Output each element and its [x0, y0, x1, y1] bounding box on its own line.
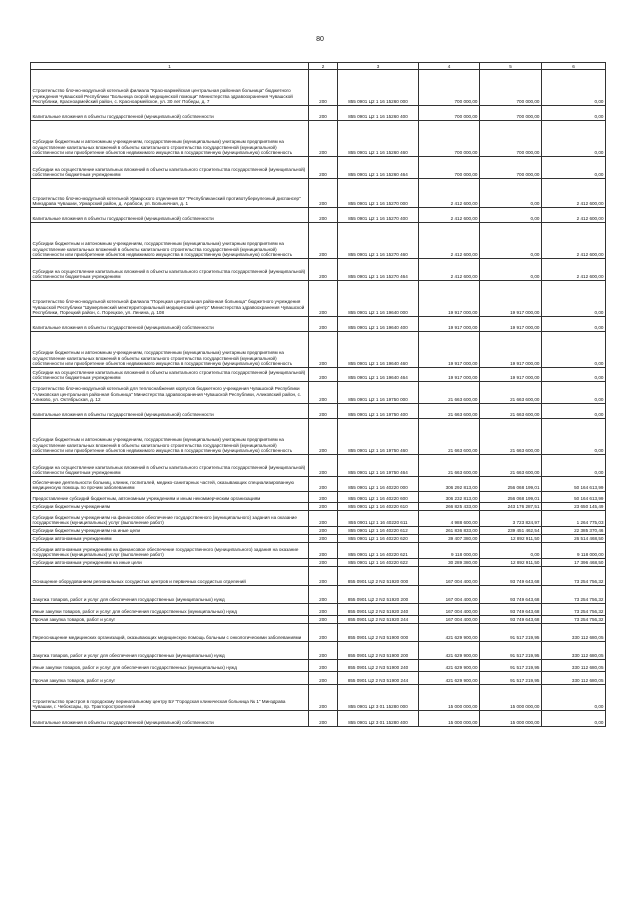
row-amount-plan-cell: 15 000 000,00	[419, 711, 480, 727]
table-row	[31, 559, 606, 567]
table-row	[31, 281, 606, 317]
row-amount-executed-cell: 91 517 219,95	[480, 624, 542, 642]
row-amount-remaining-cell: 0,00	[542, 121, 606, 157]
row-name-cell: Переоснащение медицинских организаций, оказывающих медицинскую помощь больным с онкологическими заболеваниями	[31, 624, 309, 642]
row-code-cell: 200	[309, 106, 338, 121]
row-amount-executed-cell: 21 663 600,00	[480, 382, 542, 404]
row-amount-plan-cell: 39 407 380,00	[419, 535, 480, 543]
row-amount-executed-cell: 0,00	[480, 208, 542, 223]
row-code-cell: 200	[309, 711, 338, 727]
row-amount-remaining-cell: 0,00	[542, 404, 606, 419]
row-code-cell: 200	[309, 503, 338, 511]
row-amount-remaining-cell: 0,00	[542, 70, 606, 106]
row-classification-code-cell: 855 0901 Ц2 1 16 19640 400	[338, 317, 419, 332]
row-amount-plan-cell: 167 004 400,00	[419, 567, 480, 586]
row-classification-code-cell: 855 0901 Ц2 1 16 15270 460	[338, 223, 419, 259]
row-name-cell: Субсидии автономным учреждениям на иные цели	[31, 559, 309, 567]
row-amount-plan-cell: 19 917 000,00	[419, 281, 480, 317]
row-amount-executed-cell: 15 000 000,00	[480, 711, 542, 727]
row-amount-executed-cell: 93 749 643,68	[480, 604, 542, 616]
row-amount-remaining-cell: 0,00	[542, 685, 606, 711]
row-classification-code-cell: 855 0901 Ц2 3 01 15280 000	[338, 685, 419, 711]
table-row	[31, 660, 606, 672]
row-amount-plan-cell: 19 917 000,00	[419, 317, 480, 332]
row-amount-executed-cell: 93 749 643,68	[480, 567, 542, 586]
row-amount-plan-cell: 2 412 600,00	[419, 179, 480, 208]
row-classification-code-cell: 855 0901 Ц2 1 16 40220 612	[338, 527, 419, 535]
row-amount-remaining-cell: 330 112 680,05	[542, 642, 606, 660]
column-header: 4	[419, 63, 480, 70]
table-row	[31, 382, 606, 404]
row-amount-executed-cell: 19 917 000,00	[480, 368, 542, 382]
row-amount-remaining-cell: 2 412 600,00	[542, 208, 606, 223]
table-row	[31, 604, 606, 616]
row-amount-plan-cell: 261 836 833,00	[419, 527, 480, 535]
row-code-cell: 200	[309, 157, 338, 179]
row-classification-code-cell: 855 0901 Ц2 1 16 19750 000	[338, 382, 419, 404]
row-name-cell: Строительство пристроя в городскому перинатальному центру БУ "Городская клиническая больница № 1" Минздрава Чувашии, г. Чебоксары, пр. Тракторостроителей	[31, 685, 309, 711]
row-code-cell: 200	[309, 223, 338, 259]
row-amount-remaining-cell: 9 118 000,00	[542, 543, 606, 559]
row-classification-code-cell: 855 0901 Ц2 1 16 15270 000	[338, 179, 419, 208]
row-amount-executed-cell: 700 000,00	[480, 121, 542, 157]
row-amount-plan-cell: 4 988 600,00	[419, 511, 480, 527]
row-code-cell: 200	[309, 317, 338, 332]
row-classification-code-cell: 855 0901 Ц2 2 N2 51920 000	[338, 567, 419, 586]
column-header: 2	[309, 63, 338, 70]
row-name-cell: Обеспечение деятельности больниц, клиник, госпиталей, медико-санитарных частей, оказывающих специализированную медицинскую помощь по прочим заболеваниям	[31, 477, 309, 492]
table-row	[31, 332, 606, 368]
row-code-cell: 200	[309, 477, 338, 492]
row-amount-plan-cell: 2 412 600,00	[419, 259, 480, 281]
row-classification-code-cell: 855 0901 Ц2 1 16 15260 460	[338, 121, 419, 157]
row-name-cell: Субсидии бюджетным учреждениям на иные цели	[31, 527, 309, 535]
table-row	[31, 121, 606, 157]
row-amount-plan-cell: 306 232 813,00	[419, 492, 480, 503]
budget-table	[30, 62, 606, 727]
row-amount-plan-cell: 306 292 813,00	[419, 477, 480, 492]
row-classification-code-cell: 855 0901 Ц2 2 N3 51900 244	[338, 672, 419, 685]
row-amount-executed-cell: 19 917 000,00	[480, 317, 542, 332]
row-name-cell: Предоставление субсидий бюджетным, автономным учреждениям и иным некоммерческим организациям	[31, 492, 309, 503]
row-amount-remaining-cell: 330 112 680,05	[542, 672, 606, 685]
row-amount-executed-cell: 0,00	[480, 259, 542, 281]
row-classification-code-cell: 855 0901 Ц2 1 16 40220 611	[338, 511, 419, 527]
row-amount-remaining-cell: 0,00	[542, 332, 606, 368]
table-row	[31, 368, 606, 382]
row-amount-executed-cell: 19 917 000,00	[480, 332, 542, 368]
row-amount-plan-cell: 700 000,00	[419, 106, 480, 121]
table-row	[31, 711, 606, 727]
table-row	[31, 527, 606, 535]
row-amount-plan-cell: 421 629 900,00	[419, 672, 480, 685]
column-header: 5	[480, 63, 542, 70]
row-code-cell: 200	[309, 616, 338, 624]
row-amount-remaining-cell: 22 385 370,46	[542, 527, 606, 535]
table-row	[31, 404, 606, 419]
row-amount-remaining-cell: 73 254 756,32	[542, 604, 606, 616]
row-amount-executed-cell: 700 000,00	[480, 106, 542, 121]
row-classification-code-cell: 855 0901 Ц2 1 16 19640 464	[338, 368, 419, 382]
table-row	[31, 503, 606, 511]
row-code-cell: 200	[309, 604, 338, 616]
table-row	[31, 477, 606, 492]
table-row	[31, 317, 606, 332]
row-amount-remaining-cell: 2 412 600,00	[542, 259, 606, 281]
row-name-cell: Субсидии на осуществление капитальных вложений в объекты капитального строительства государственной (муниципальной) собственности бюджетным учреждениям	[31, 455, 309, 477]
row-amount-executed-cell: 12 892 911,50	[480, 559, 542, 567]
row-amount-executed-cell: 21 663 600,00	[480, 419, 542, 455]
row-amount-plan-cell: 266 825 433,00	[419, 503, 480, 511]
row-classification-code-cell: 855 0901 Ц2 1 16 15260 400	[338, 106, 419, 121]
table-row	[31, 567, 606, 586]
row-classification-code-cell: 855 0901 Ц2 2 N2 51920 200	[338, 586, 419, 604]
row-classification-code-cell: 855 0901 Ц2 2 N3 51900 000	[338, 624, 419, 642]
row-amount-plan-cell: 30 289 380,00	[419, 559, 480, 567]
row-code-cell: 200	[309, 70, 338, 106]
row-amount-remaining-cell: 50 164 613,99	[542, 492, 606, 503]
row-amount-remaining-cell: 73 254 756,32	[542, 586, 606, 604]
table-row	[31, 223, 606, 259]
row-amount-remaining-cell: 0,00	[542, 281, 606, 317]
column-header: 1	[31, 63, 309, 70]
row-amount-executed-cell: 19 917 000,00	[480, 281, 542, 317]
row-amount-remaining-cell: 0,00	[542, 106, 606, 121]
row-amount-plan-cell: 2 412 600,00	[419, 208, 480, 223]
row-amount-remaining-cell: 23 650 145,49	[542, 503, 606, 511]
column-header: 3	[338, 63, 419, 70]
row-name-cell: Иные закупки товаров, работ и услуг для обеспечения государственных (муниципальных) нужд	[31, 604, 309, 616]
row-code-cell: 200	[309, 208, 338, 223]
table-row	[31, 492, 606, 503]
row-code-cell: 200	[309, 567, 338, 586]
row-name-cell: Субсидии бюджетным и автономным учреждениям, государственным (муниципальным) унитарным предприятиям на осуществление капитальных вложений в объекты капитального строительства государственной (муниципальной) собственности или приобретение объектов недвижимого имущества в государственную (муниципальную) собственность	[31, 419, 309, 455]
row-amount-plan-cell: 19 917 000,00	[419, 332, 480, 368]
row-amount-remaining-cell: 0,00	[542, 317, 606, 332]
row-amount-plan-cell: 2 412 600,00	[419, 223, 480, 259]
row-amount-executed-cell: 243 176 287,51	[480, 503, 542, 511]
row-code-cell: 200	[309, 672, 338, 685]
row-name-cell: Строительство блочно-модульной котельной для теплоснабжения корпусов бюджетного учреждения Чувашской Республики "Аликовская центральная районная больница" Министерства здравоохранения Чувашской Республики, Аликовский район, с. Аликово, ул. Октябрьская, д. 12	[31, 382, 309, 404]
row-amount-executed-cell: 21 663 600,00	[480, 404, 542, 419]
row-amount-executed-cell: 12 892 911,50	[480, 535, 542, 543]
row-code-cell: 200	[309, 492, 338, 503]
row-code-cell: 200	[309, 455, 338, 477]
row-name-cell: Субсидии бюджетным учреждениям на финансовое обеспечение государственного (муниципального) задания на оказание государственных (муниципальных) услуг (выполнение работ)	[31, 511, 309, 527]
row-name-cell: Закупка товаров, работ и услуг для обеспечения государственных (муниципальных) нужд	[31, 586, 309, 604]
row-code-cell: 200	[309, 281, 338, 317]
row-amount-remaining-cell: 0,00	[542, 368, 606, 382]
row-amount-executed-cell: 0,00	[480, 543, 542, 559]
row-name-cell: Субсидии бюджетным учреждениям	[31, 503, 309, 511]
table-row	[31, 616, 606, 624]
row-code-cell: 200	[309, 527, 338, 535]
row-amount-plan-cell: 15 000 000,00	[419, 685, 480, 711]
row-amount-remaining-cell: 1 264 775,03	[542, 511, 606, 527]
table-row	[31, 511, 606, 527]
row-classification-code-cell: 855 0901 Ц2 1 16 19640 000	[338, 281, 419, 317]
row-classification-code-cell: 855 0901 Ц2 1 16 40220 600	[338, 492, 419, 503]
row-classification-code-cell: 855 0901 Ц2 1 16 40220 622	[338, 559, 419, 567]
row-amount-plan-cell: 9 118 000,00	[419, 543, 480, 559]
table-row	[31, 106, 606, 121]
row-amount-remaining-cell: 73 254 756,32	[542, 567, 606, 586]
row-amount-remaining-cell: 26 514 468,50	[542, 535, 606, 543]
row-amount-executed-cell: 256 068 199,01	[480, 477, 542, 492]
row-amount-plan-cell: 167 004 400,00	[419, 586, 480, 604]
row-amount-executed-cell: 21 663 600,00	[480, 455, 542, 477]
row-classification-code-cell: 855 0901 Ц2 1 16 15260 464	[338, 157, 419, 179]
row-amount-executed-cell: 91 517 219,95	[480, 642, 542, 660]
row-code-cell: 200	[309, 624, 338, 642]
row-amount-plan-cell: 167 004 400,00	[419, 604, 480, 616]
row-amount-remaining-cell: 330 112 680,05	[542, 660, 606, 672]
row-code-cell: 200	[309, 685, 338, 711]
row-amount-remaining-cell: 0,00	[542, 419, 606, 455]
table-row	[31, 179, 606, 208]
row-classification-code-cell: 855 0901 Ц2 2 N3 51900 200	[338, 642, 419, 660]
row-classification-code-cell: 855 0901 Ц2 1 16 19750 464	[338, 455, 419, 477]
row-amount-remaining-cell: 50 164 613,99	[542, 477, 606, 492]
row-name-cell: Строительство блочно-модульной котельной филиала "Красноармейская центральная районная больница" бюджетного учреждения Чувашской Республики "Больница скорой медицинской помощи" Министерства здравоохранения Чувашской Республики, Красноармейский район, с. Красноармейское, ул. 30 лет Победы, д. 7	[31, 70, 309, 106]
table-row	[31, 624, 606, 642]
row-name-cell: Капитальные вложения в объекты государственной (муниципальной) собственности	[31, 106, 309, 121]
row-amount-executed-cell: 256 068 199,01	[480, 492, 542, 503]
row-classification-code-cell: 855 0901 Ц2 1 16 15270 400	[338, 208, 419, 223]
row-amount-remaining-cell: 2 412 600,00	[542, 179, 606, 208]
row-name-cell: Строительство блочно-модульной котельной Урмарского отделения БУ "Республиканский противотуберкулезный диспансер" Минздрава Чувашии, Урмарский район, д. Арабоси, ул. Больничная, д. 1	[31, 179, 309, 208]
row-name-cell: Прочая закупка товаров, работ и услуг	[31, 616, 309, 624]
row-code-cell: 200	[309, 259, 338, 281]
row-amount-executed-cell: 0,00	[480, 179, 542, 208]
row-code-cell: 200	[309, 535, 338, 543]
row-name-cell: Закупка товаров, работ и услуг для обеспечения государственных (муниципальных) нужд	[31, 642, 309, 660]
column-header: 6	[542, 63, 606, 70]
row-classification-code-cell: 855 0901 Ц2 2 N2 51920 240	[338, 604, 419, 616]
table-row	[31, 419, 606, 455]
row-amount-remaining-cell: 73 254 756,32	[542, 616, 606, 624]
row-name-cell: Субсидии автономным учреждениям на финансовое обеспечение государственного (муниципального) задания на оказание государственных (муниципальных) услуг (выполнение работ)	[31, 543, 309, 559]
row-classification-code-cell: 855 0901 Ц2 1 16 15270 464	[338, 259, 419, 281]
row-amount-remaining-cell: 0,00	[542, 455, 606, 477]
row-classification-code-cell: 855 0901 Ц2 1 16 19640 460	[338, 332, 419, 368]
row-name-cell: Капитальные вложения в объекты государственной (муниципальной) собственности	[31, 404, 309, 419]
table-body	[31, 70, 606, 727]
row-amount-executed-cell: 0,00	[480, 223, 542, 259]
row-amount-plan-cell: 21 663 600,00	[419, 382, 480, 404]
row-amount-remaining-cell: 0,00	[542, 157, 606, 179]
column-number-row	[31, 63, 606, 70]
table-row	[31, 208, 606, 223]
row-code-cell: 200	[309, 382, 338, 404]
row-amount-remaining-cell: 17 396 468,50	[542, 559, 606, 567]
row-amount-remaining-cell: 330 112 680,05	[542, 624, 606, 642]
row-classification-code-cell: 855 0901 Ц2 1 16 40220 621	[338, 543, 419, 559]
table-row	[31, 157, 606, 179]
row-classification-code-cell: 855 0901 Ц2 3 01 15280 400	[338, 711, 419, 727]
row-amount-executed-cell: 91 517 219,95	[480, 660, 542, 672]
row-amount-remaining-cell: 0,00	[542, 382, 606, 404]
table-row	[31, 455, 606, 477]
row-name-cell: Субсидии на осуществление капитальных вложений в объекты капитального строительства государственной (муниципальной) собственности бюджетным учреждениям	[31, 259, 309, 281]
table-row	[31, 685, 606, 711]
row-code-cell: 200	[309, 586, 338, 604]
row-amount-executed-cell: 93 749 643,68	[480, 586, 542, 604]
row-code-cell: 200	[309, 332, 338, 368]
page-number: 80	[316, 36, 324, 43]
table-row	[31, 543, 606, 559]
row-amount-plan-cell: 21 663 600,00	[419, 404, 480, 419]
row-name-cell: Иные закупки товаров, работ и услуг для обеспечения государственных (муниципальных) нужд	[31, 660, 309, 672]
row-name-cell: Субсидии на осуществление капитальных вложений в объекты капитального строительства государственной (муниципальной) собственности бюджетным учреждениям	[31, 368, 309, 382]
row-amount-plan-cell: 19 917 000,00	[419, 368, 480, 382]
row-amount-executed-cell: 700 000,00	[480, 157, 542, 179]
row-amount-plan-cell: 700 000,00	[419, 157, 480, 179]
row-classification-code-cell: 855 0901 Ц2 1 16 19750 400	[338, 404, 419, 419]
row-amount-remaining-cell: 0,00	[542, 711, 606, 727]
row-name-cell: Прочая закупка товаров, работ и услуг	[31, 672, 309, 685]
row-code-cell: 200	[309, 419, 338, 455]
row-name-cell: Оснащение оборудованием региональных сосудистых центров и первичных сосудистых отделений	[31, 567, 309, 586]
row-code-cell: 200	[309, 642, 338, 660]
row-amount-executed-cell: 700 000,00	[480, 70, 542, 106]
row-amount-executed-cell: 93 749 643,68	[480, 616, 542, 624]
row-amount-plan-cell: 21 663 600,00	[419, 455, 480, 477]
row-code-cell: 200	[309, 559, 338, 567]
table-row	[31, 642, 606, 660]
row-classification-code-cell: 855 0901 Ц2 1 16 40220 620	[338, 535, 419, 543]
table-row	[31, 586, 606, 604]
row-code-cell: 200	[309, 179, 338, 208]
row-amount-executed-cell: 239 451 462,54	[480, 527, 542, 535]
row-amount-plan-cell: 421 629 900,00	[419, 624, 480, 642]
row-name-cell: Субсидии бюджетным и автономным учреждениям, государственным (муниципальным) унитарным предприятиям на осуществление капитальных вложений в объекты капитального строительства государственной (муниципальной) собственности или приобретение объектов недвижимого имущества в государственную (муниципальную) собственность	[31, 121, 309, 157]
row-amount-executed-cell: 3 723 824,97	[480, 511, 542, 527]
row-code-cell: 200	[309, 543, 338, 559]
row-classification-code-cell: 855 0901 Ц2 1 16 19750 460	[338, 419, 419, 455]
row-code-cell: 200	[309, 660, 338, 672]
table-row	[31, 70, 606, 106]
row-code-cell: 200	[309, 368, 338, 382]
row-amount-plan-cell: 700 000,00	[419, 121, 480, 157]
row-amount-plan-cell: 421 629 900,00	[419, 642, 480, 660]
row-amount-remaining-cell: 2 412 600,00	[542, 223, 606, 259]
row-name-cell: Субсидии бюджетным и автономным учреждениям, государственным (муниципальным) унитарным предприятиям на осуществление капитальных вложений в объекты капитального строительства государственной (муниципальной) собственности или приобретение объектов недвижимого имущества в государственную (муниципальную) собственность	[31, 332, 309, 368]
row-amount-plan-cell: 21 663 600,00	[419, 419, 480, 455]
row-amount-executed-cell: 91 517 219,95	[480, 672, 542, 685]
row-name-cell: Строительство блочно-модульной котельной филиала "Порецкая центральная районная больница" бюджетного учреждения Чувашской Республики "Шумерлинский межтерриториальный медицинский центр" Министерства здравоохранения Чувашской Республики, Порецкий район, с. Порецкое, ул. Ленина, д. 108	[31, 281, 309, 317]
row-amount-plan-cell: 700 000,00	[419, 70, 480, 106]
row-code-cell: 200	[309, 511, 338, 527]
row-name-cell: Капитальные вложения в объекты государственной (муниципальной) собственности	[31, 711, 309, 727]
row-classification-code-cell: 855 0901 Ц2 2 N2 51920 244	[338, 616, 419, 624]
table-row	[31, 535, 606, 543]
row-amount-plan-cell: 421 629 900,00	[419, 660, 480, 672]
row-classification-code-cell: 855 0901 Ц2 1 16 15260 000	[338, 70, 419, 106]
row-name-cell: Капитальные вложения в объекты государственной (муниципальной) собственности	[31, 208, 309, 223]
row-amount-plan-cell: 167 004 400,00	[419, 616, 480, 624]
row-classification-code-cell: 855 0901 Ц2 2 N3 51900 240	[338, 660, 419, 672]
row-classification-code-cell: 855 0901 Ц2 1 16 40220 000	[338, 477, 419, 492]
row-classification-code-cell: 855 0901 Ц2 1 16 40220 610	[338, 503, 419, 511]
row-code-cell: 200	[309, 404, 338, 419]
row-name-cell: Субсидии на осуществление капитальных вложений в объекты капитального строительства государственной (муниципальной) собственности бюджетным учреждениям	[31, 157, 309, 179]
row-code-cell: 200	[309, 121, 338, 157]
row-name-cell: Субсидии бюджетным и автономным учреждениям, государственным (муниципальным) унитарным предприятиям на осуществление капитальных вложений в объекты капитального строительства государственной (муниципальной) собственности или приобретение объектов недвижимого имущества в государственную (муниципальную) собственность	[31, 223, 309, 259]
table-row	[31, 259, 606, 281]
row-amount-executed-cell: 15 000 000,00	[480, 685, 542, 711]
row-name-cell: Субсидии автономным учреждениям	[31, 535, 309, 543]
table-row	[31, 672, 606, 685]
row-name-cell: Капитальные вложения в объекты государственной (муниципальной) собственности	[31, 317, 309, 332]
